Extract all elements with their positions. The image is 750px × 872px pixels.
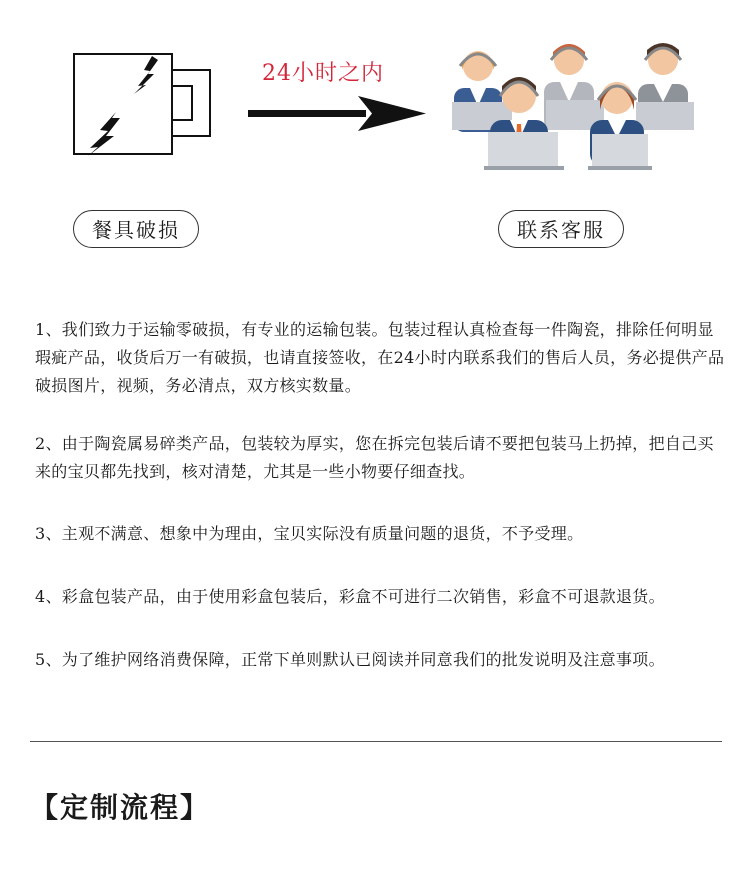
right-arrow-icon bbox=[248, 94, 428, 134]
note-item-4: 4、彩盒包装产品，由于使用彩盒包装后，彩盒不可进行二次销售，彩盒不可退款退货。 bbox=[35, 587, 665, 606]
section-divider bbox=[30, 741, 722, 742]
damage-label-pill: 餐具破损 bbox=[73, 210, 199, 248]
contact-service-pill: 联系客服 bbox=[498, 210, 624, 248]
note-item-5: 5、为了维护网络消费保障，正常下单则默认已阅读并同意我们的批发说明及注意事项。 bbox=[35, 650, 665, 669]
note-item-2: 2、由于陶瓷属易碎类产品，包装较为厚实，您在拆完包装后请不要把包装马上扔掉，把自己买来的宝贝都先找到，核对清楚，尤其是一些小物要仔细查找。 bbox=[35, 434, 714, 481]
customer-service-staff-illustration bbox=[440, 36, 700, 176]
note-item-3: 3、主观不满意、想象中为理由，宝贝实际没有质量问题的退货，不予受理。 bbox=[35, 524, 584, 543]
note-item-1: 1、我们致力于运输零破损，有专业的运输包装。包装过程认真检查每一件陶瓷，排除任何明显瑕疵产品，收货后万一有破损，也请直接签收，在24小时内联系我们的售后人员，务必提供产品破损图片，视频，务必清点，双方核实数量。 bbox=[35, 320, 725, 395]
timeframe-label: 24小时之内 bbox=[262, 61, 384, 86]
broken-mug-icon bbox=[72, 52, 212, 158]
section-heading: 【定制流程】 bbox=[30, 791, 211, 824]
